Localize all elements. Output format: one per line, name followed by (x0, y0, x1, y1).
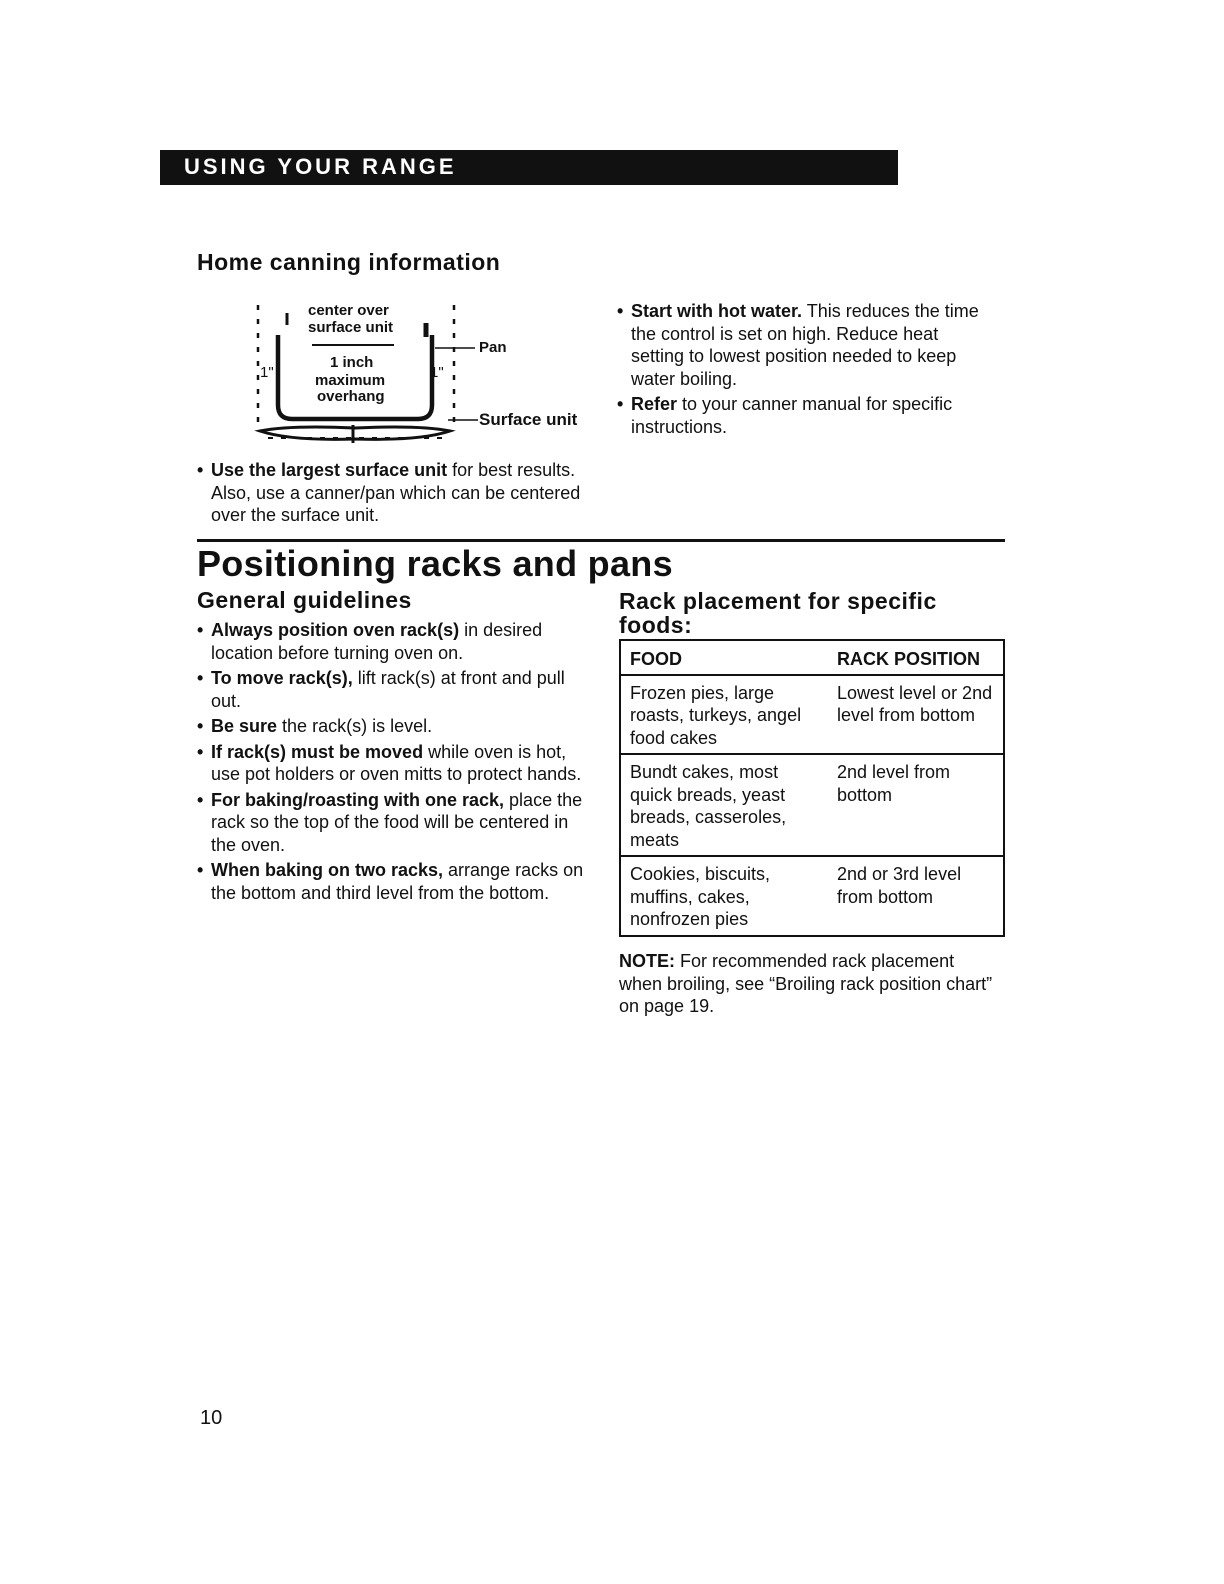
list-item (197, 789, 587, 857)
table-header-row (620, 640, 1004, 675)
label-overhang: overhang (317, 388, 385, 405)
bullet-text: arrange racks on the bottom and third level from the bottom. (211, 860, 584, 903)
section-header-title: USING YOUR RANGE (184, 154, 457, 179)
bullet-text: the rack(s) is level. (277, 716, 433, 736)
table-cell-food: Frozen pies, large roasts, turkeys, angel food cakes (620, 675, 828, 755)
guidelines-title: General guidelines (197, 587, 412, 613)
note-text: For recommended rack placement when broiling, see “Broiling rack position chart” on page 19. (619, 951, 993, 1016)
bullet-bold: Be sure (211, 716, 278, 736)
label-maximum: maximum (315, 372, 386, 389)
bullet-text: while oven is hot, use pot holders or oven mitts to protect hands. (211, 741, 582, 784)
rack-note (619, 950, 999, 1018)
note-label: NOTE: (619, 951, 675, 971)
table-cell-food: Bundt cakes, most quick breads, yeast breads, casseroles, meats (620, 754, 828, 856)
bullet-text: This reduces the time the control is set on high. Reduce heat setting to lowest position needed to keep water boiling. (631, 301, 979, 389)
canning-title: Home canning information (197, 249, 501, 275)
bullet-text: place the rack so the top of the food will be centered in the oven. (211, 789, 583, 855)
list-item (197, 619, 587, 664)
table-cell-position: 2nd or 3rd level from bottom (837, 864, 962, 907)
table-row (620, 754, 1004, 856)
label-center-over: center over (308, 302, 389, 319)
list-item (197, 741, 587, 786)
table-row (620, 675, 1004, 755)
label-pan: Pan (479, 339, 507, 356)
section-header-bar (160, 150, 898, 185)
list-item (197, 459, 587, 527)
rack-placement-table (619, 639, 1005, 937)
label-right-dimension: 1" (430, 364, 444, 381)
rack-placement-title: Rack placement for specific foods: (619, 588, 937, 638)
column-header-food: FOOD (620, 640, 828, 675)
bullet-bold: For baking/roasting with one rack, (211, 789, 505, 810)
table-cell-food: Cookies, biscuits, muffins, cakes, nonfrozen pies (630, 864, 771, 929)
canning-diagram (250, 295, 590, 450)
bullet-text: in desired location before turning oven on. (211, 620, 543, 663)
label-1-inch: 1 inch (330, 354, 374, 371)
table-row (620, 856, 1004, 936)
canning-right-bullets (617, 300, 992, 441)
label-surface-unit: Surface unit (479, 410, 578, 429)
bullet-text: lift rack(s) at front and pull out. (211, 668, 565, 711)
table-cell-position: Lowest level or 2nd level from bottom (828, 675, 1004, 755)
bullet-bold: Always position oven rack(s) (211, 620, 460, 640)
list-item (197, 715, 587, 738)
page-number: 10 (200, 1407, 223, 1429)
bullet-bold: Refer (631, 394, 678, 414)
surface-unit-shape (260, 427, 450, 439)
bullet-bold: When baking on two racks, (211, 860, 444, 880)
bullet-bold: Use the largest surface unit (211, 460, 448, 480)
table-cell-position: 2nd level from bottom (828, 754, 1004, 856)
list-item (617, 300, 992, 390)
bullet-bold: To move rack(s), (211, 668, 353, 688)
section-divider (197, 539, 1005, 542)
label-left-dimension: 1" (260, 364, 274, 381)
positioning-title: Positioning racks and pans (197, 543, 673, 584)
bullet-bold: Start with hot water. (631, 301, 803, 321)
list-item (617, 393, 992, 438)
bullet-text: to your canner manual for specific instructions. (631, 394, 953, 437)
list-item (197, 667, 587, 712)
guidelines-list (197, 619, 587, 907)
bullet-bold: If rack(s) must be moved (211, 741, 424, 762)
canning-left-bullet (197, 459, 587, 530)
label-surface-unit-small: surface unit (308, 319, 394, 336)
bullet-text: for best results. Also, use a canner/pan which can be centered over the surface unit. (211, 460, 581, 525)
list-item (197, 859, 587, 904)
column-header-rack-position: RACK POSITION (828, 640, 1004, 675)
